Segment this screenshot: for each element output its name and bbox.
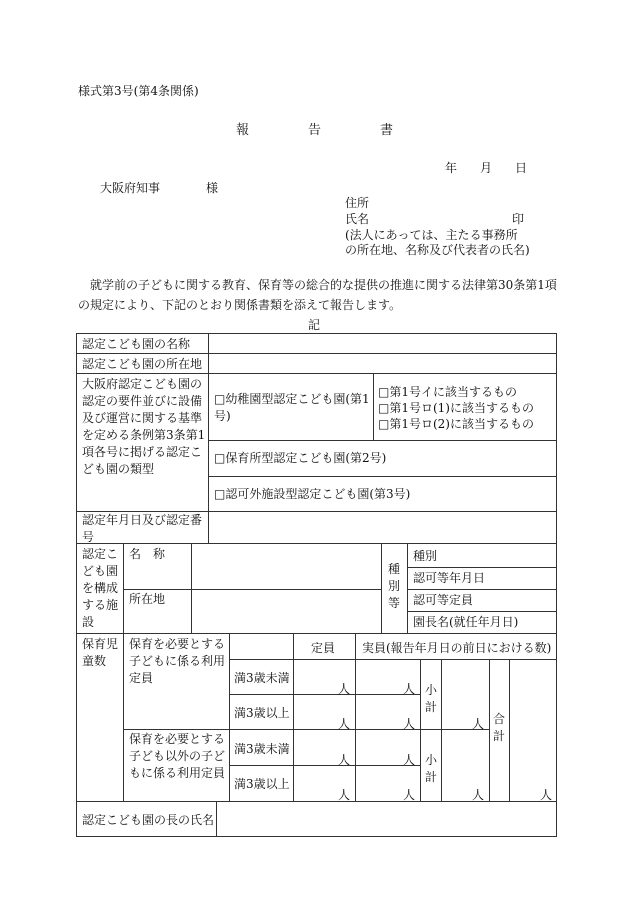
need-care-label: 保育を必要とする子どもに係る利用定員 <box>129 637 226 685</box>
header-actual: 実員(報告年月日の前日における数) <box>362 641 552 655</box>
name-label: 氏名 <box>345 212 370 226</box>
capacity-label: 認可等定員 <box>413 593 474 607</box>
unit-person: 人 <box>403 753 416 767</box>
type-unlicensed-option: □認可外施設型認定こども園(第3号) <box>214 487 411 501</box>
kind-label: 種別 <box>413 549 438 563</box>
facility-address-field-label: 所在地 <box>129 592 166 606</box>
body-paragraph: 就学前の子どもに関する教育、保育等の総合的な提供の推進に関する法律第30条第1項の規定により、下記のとおり関係書類を添えて報告します。 <box>78 278 557 312</box>
sub-option-1ro1: □第1号ロ(1)に該当するもの <box>378 401 534 415</box>
type-kindergarten-option: □幼稚園型認定こども園(第1号) <box>214 392 370 423</box>
unit-person: 人 <box>403 717 416 731</box>
row-under3-a: 満3歳未満 <box>234 671 290 685</box>
kind-vertical-label: 種別等 <box>387 562 400 610</box>
facility-location-label: 認定こども園の所在地 <box>82 357 203 371</box>
unit-person: 人 <box>403 682 416 696</box>
facility-name-label: 認定こども園の名称 <box>82 337 191 351</box>
form-number: 様式第3号(第4条関係) <box>78 84 199 98</box>
date-month: 月 <box>480 161 493 175</box>
sub-option-1i: □第1号イに該当するもの <box>378 385 517 399</box>
seal-mark: 印 <box>512 212 525 226</box>
type-category-label: 大阪府認定こども園の認定の要件並びに設備及び運営に関する基準を定める条例第3条第1項各号に掲げる認定こども園の類型 <box>82 377 206 476</box>
applicant-note-1: (法人にあっては、主たる事務所 <box>345 228 518 242</box>
sub-option-1ro2: □第1号ロ(2)に該当するもの <box>378 417 534 431</box>
title-char-2: 告 <box>308 123 322 138</box>
total-label: 合計 <box>492 712 505 743</box>
row-over3-a: 満3歳以上 <box>234 706 290 720</box>
row-over3-b: 満3歳以上 <box>234 777 290 791</box>
facility-name-field-label: 名 称 <box>129 547 166 561</box>
date-year: 年 <box>445 161 458 175</box>
title-char-3: 書 <box>380 123 394 138</box>
subtotal-label-a: 小計 <box>424 683 437 714</box>
address-label: 住所 <box>345 196 370 210</box>
unit-person: 人 <box>472 788 485 802</box>
date-day: 日 <box>515 161 528 175</box>
director-label: 園長名(就任年月日) <box>413 615 519 629</box>
type-nursery-option: □保育所型認定こども園(第2号) <box>214 451 387 465</box>
header-capacity: 定員 <box>311 641 336 655</box>
ki-label: 記 <box>308 318 321 332</box>
unit-person: 人 <box>540 788 553 802</box>
addressee-honorific: 様 <box>206 181 219 195</box>
title-char-1: 報 <box>236 123 250 138</box>
director-name-label: 認定こども園の長の氏名 <box>82 813 215 827</box>
applicant-note-2: の所在地、名称及び代表者の氏名) <box>345 243 530 257</box>
subtotal-label-b: 小計 <box>424 753 437 784</box>
unit-person: 人 <box>472 717 485 731</box>
addressee-name: 大阪府知事 <box>100 181 161 195</box>
row-under3-b: 満3歳未満 <box>234 742 290 756</box>
unit-person: 人 <box>338 717 351 731</box>
unit-person: 人 <box>338 788 351 802</box>
enrollment-label: 保育児童数 <box>82 637 119 668</box>
no-care-label: 保育を必要とする子ども以外の子どもに係る利用定員 <box>129 732 226 780</box>
unit-person: 人 <box>338 682 351 696</box>
approval-date-label: 認可等年月日 <box>413 571 486 585</box>
unit-person: 人 <box>403 788 416 802</box>
cert-date-label: 認定年月日及び認定番号 <box>82 513 203 544</box>
unit-person: 人 <box>338 753 351 767</box>
constituent-facility-label: 認定こども園を構成する施設 <box>82 547 119 629</box>
